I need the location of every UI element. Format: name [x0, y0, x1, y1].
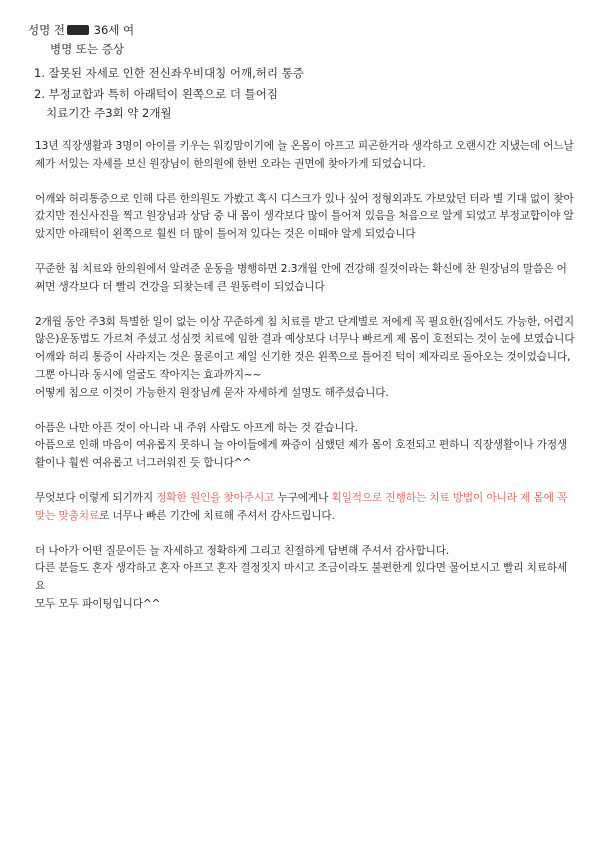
paragraph-2: [35, 191, 575, 244]
paragraph-6: [35, 490, 575, 526]
name-label: 성명: [28, 23, 51, 37]
symptom-item-1: 1. 잘못된 자세로 인한 전신좌우비대칭 어깨,허리 통증: [34, 66, 304, 80]
paragraph-3: [35, 261, 575, 297]
paragraph-text: 꾸준한 침 치료와 한의원에서 알려준 운동을 병행하면 2.3개월 안에 건강해 질것이라는 확신에 찬 원장님의 말씀은 어쩌면 생각보다 더 빨리 건강을 되찾는데 큰 원동력이 되었습니다: [35, 262, 567, 293]
patient-name-line: [28, 22, 134, 39]
paragraph-line: 모두 모두 파이팅입니다^^: [35, 597, 161, 610]
text-segment: 무엇보다 이렇게 되기까지: [35, 491, 157, 504]
highlighted-phrase: 정확한 원인을 찾아주시고: [156, 491, 275, 504]
paragraph-line: 어떻게 침으로 이것이 가능한지 원장님께 묻자 자세하게 설명도 해주셨습니다.: [35, 386, 389, 399]
paragraph-5: [35, 420, 575, 473]
paragraph-line: 다른 분들도 혼자 생각하고 혼자 아프고 혼자 결정짓지 마시고 조금이라도 불편한게 있다면 물어보시고 빨리 치료하세요: [35, 562, 568, 593]
paragraph-line: 더 나아가 어떤 질문이든 늘 자세하고 정확하게 그리고 친절하게 답변해 주셔서 감사합니다.: [35, 544, 450, 557]
treatment-period: 치료기간 주3회 약 2개월: [46, 106, 172, 120]
paragraph-text: [35, 490, 575, 526]
text-segment: 로 너무나 빠른 기간에 치료해 주셔서 감사드립니다.: [99, 509, 335, 522]
testimonial-body: [35, 138, 575, 631]
redacted-name-block: [67, 25, 89, 35]
text-segment: 누구에게나: [274, 491, 332, 504]
symptom-title: 병명 또는 증상: [50, 42, 124, 56]
paragraph-line: 아픔은 나만 아픈 것이 아니라 내 주위 사람도 아프게 하는 것 같습니다.: [35, 421, 358, 434]
paragraph-text: 13년 직장생활과 3명이 아이를 키우는 워킹맘이기에 늘 온몸이 아프고 피곤한거라 생각하고 오랜시간 지냈는데 어느날 제가 서있는 자세를 보신 원장님이 한의원에 한번 오라는 권면에 찾아가게 되었습니다.: [35, 140, 574, 170]
paragraph-7: [35, 543, 575, 614]
paragraph-1: [35, 138, 575, 174]
paragraph-line: 2개월 동안 주3회 특별한 일이 없는 이상 꾸준하게 침 치료를 받고 단계별로 저에게 꼭 필요한(집에서도 가능한, 어렵지 않은)운동법도 가르쳐 주셨고 성심껏 치료에 임한 결과 예상보다 너무나 빠르게 제 몸이 호전되는 것이 눈에 보였습니다: [35, 315, 575, 346]
paragraph-line: 아픔으로 인해 마음이 여유롭지 못하니 늘 아이들에게 짜증이 심했던 제가 몸이 호전되고 편하니 직장생활이나 가정생활이나 훨씬 여유롭고 너그러워진 듯 합니다^^: [35, 439, 568, 470]
name-given: 전: [53, 23, 65, 37]
symptom-item-2: 2. 부정교합과 특히 아래턱이 왼쪽으로 더 틀어짐: [34, 87, 278, 101]
highlighted-phrase: 획일적으로 진행하는 치료 방법이 아니라 제 몸에 꼭 맞는 맞춤치료: [35, 491, 568, 522]
paragraph-text: 어깨와 허리통증으로 인해 다른 한의원도 가봤고 혹시 디스크가 있나 싶어 정형외과도 가보았던 터라 별 기대 없이 찾아갔지만 전신사진을 찍고 원장님과 상담 중 내 몸이 생각보다 많이 틀어져 있음을 처음으로 알게 되었고 부정교합이야 알았지만 아래턱이 왼쪽으로 훨씬 더 많이 틀어져 있다는 것은 이때야 알게 되었습니다: [35, 192, 574, 241]
paragraph-4: [35, 314, 575, 403]
name-age-sex: 36세 여: [93, 23, 135, 37]
paragraph-line: 어깨와 허리 통증이 사라지는 것은 물론이고 제일 신기한 것은 왼쪽으로 틀어진 턱이 제자리로 돌아오는 것이었습니다, 그뿐 아니라 동시에 얼굴도 작아지는 효과까지~~: [35, 351, 571, 381]
